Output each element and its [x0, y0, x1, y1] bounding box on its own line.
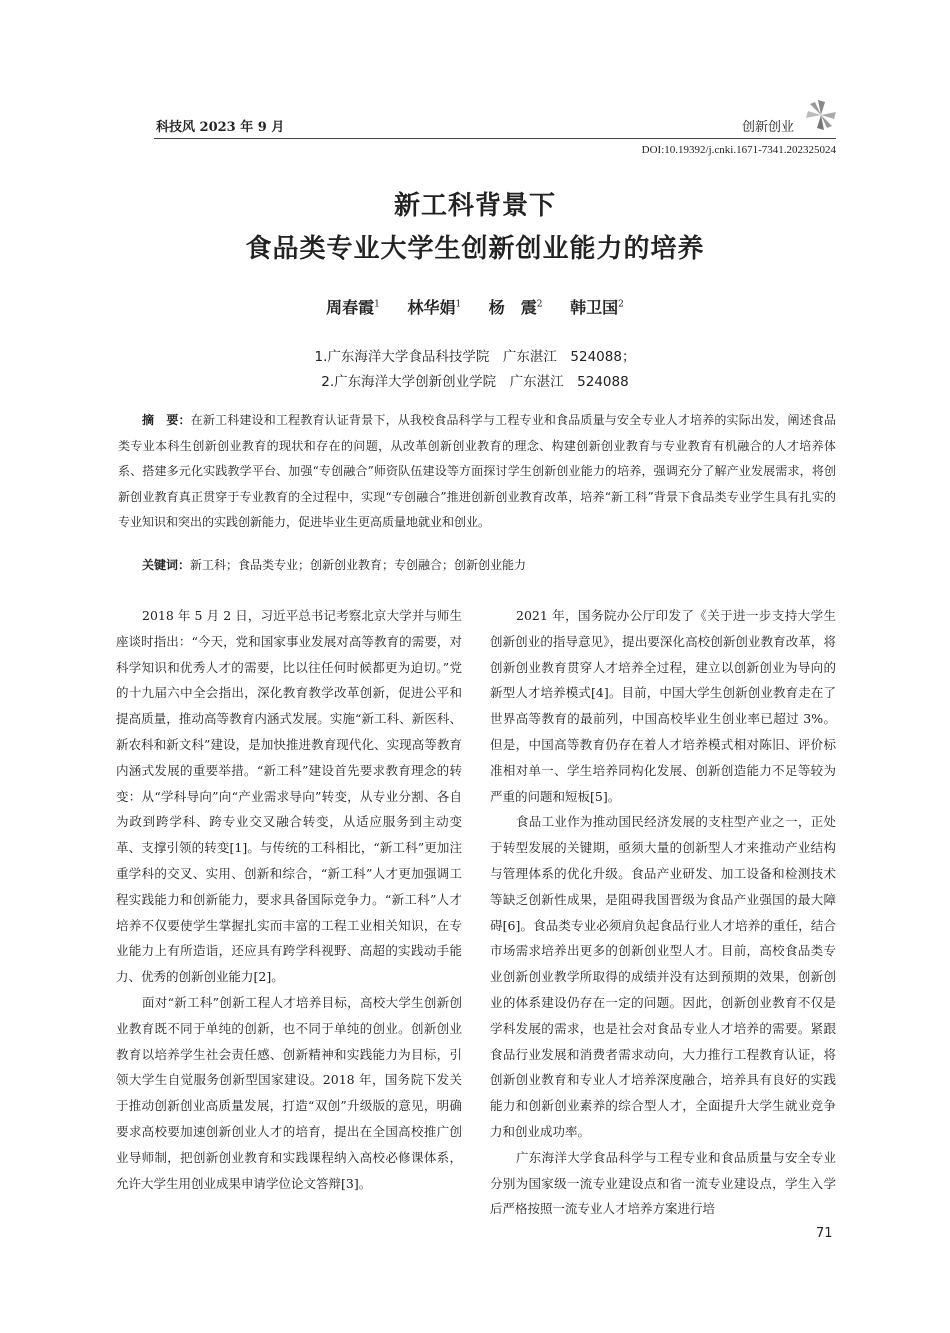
doi: DOI:10.19392/j.cnki.1671-7341.202325024: [641, 144, 836, 156]
title-line-2: 食品类专业大学生创新创业能力的培养: [245, 234, 705, 264]
keywords-text: 新工科；食品类专业；创新创业教育；专创融合；创新创业能力: [190, 558, 527, 572]
keywords-label: 关键词：: [142, 558, 191, 572]
abstract: [118, 408, 836, 536]
author-list: [0, 295, 950, 318]
title-line-1: 新工科背景下: [393, 191, 556, 221]
abstract-label: 摘 要：: [142, 413, 191, 427]
paragraph: 食品工业作为推动国民经济发展的支柱型产业之一，正处于转型发展的关键期，亟须大量的创新型人才来推动产业结构与管理体系的优化升级。食品产业研发、加工设备和检测技术等缺乏创新性成果，是阻碍我国晋级为食品产业强国的最大障碍[6]。食品类专业必须肩负起食品行业人才培养的重任，结合市场需求培养出更多的创新创业型人才。目前，高校食品类专业创新创业教学所取得的成绩并没有达到预期的效果，创新创业的体系建设仍存在一定的问题。因此，创新创业教育不仅是学科发展的需求，也是社会对食品专业人才培养的需要。紧跟食品行业发展和消费者需求动向，大力推行工程教育认证，将创新创业教育和专业人才培养深度融合，培养具有良好的实践能力和创新创业素养的综合型人才，全面提升大学生就业竞争力和创业成功率。: [490, 814, 836, 1139]
paragraph: 广东海洋大学食品科学与工程专业和食品质量与安全专业分别为国家级一流专业建设点和省一流专业建设点，学生入学后严格按照一流专业人才培养方案进行培: [490, 1149, 836, 1217]
paragraph: 2021 年，国务院办公厅印发了《关于进一步支持大学生创新创业的指导意见》，提出要深化高校创新创业教育改革，将创新创业教育贯穿人才培养全过程，建立以创新创业为导向的新型人才培养模式[4]。目前，中国大学生创新创业教育走在了世界高等教育的最前列，中国高校毕业生创业率已超过 3%。但是，中国高等教育仍存在着人才培养模式相对陈旧、评价标准相对单一、学生培养同构化发展、创新创造能力不足等较为严重的问题和短板[5]。: [490, 608, 836, 804]
author: 林华娟$^1$: [407, 298, 462, 317]
affiliation-2: 2.广东海洋大学创新创业学院 广东湛江 524088: [321, 374, 629, 390]
body-column-right: [490, 603, 836, 1222]
keywords: [142, 556, 526, 573]
affiliation-1: 1.广东海洋大学食品科技学院 广东湛江 524088；: [314, 349, 636, 365]
section-label: 创新创业: [742, 120, 795, 135]
abstract-text: 在新工科建设和工程教育认证背景下，从我校食品科学与工程专业和食品质量与安全专业人才培养的实际出发，阐述食品类专业本科生创新创业教育的现状和存在的问题，从改革创新创业教育的理念、构建创新创业教育与专业教育有机融合的人才培养体系、搭建多元化实践教学平台、加强“专创融合”师资队伍建设等方面探讨学生创新创业能力的培养，强调充分了解产业发展需求，将创新创业教育真正贯穿于专业教育的全过程中，实现“专创融合”推进创新创业教育改革，培养“新工科”背景下食品类专业学生具有扎实的专业知识和突出的实践创新能力，促进毕业生更高质量地就业和创业。: [118, 413, 836, 529]
page-number: 71: [816, 1226, 833, 1241]
paragraph: 面对“新工科”创新工程人才培养目标，高校大学生创新创业教育既不同于单纯的创新，也不同于单纯的创业。创新创业教育以培养学生社会责任感、创新精神和实践能力为目标，引领大学生自觉服务创新型国家建设。2018 年，国务院下发关于推动创新创业高质量发展，打造“双创”升级版的意见，明确要求高校要加速创新创业人才的培育，提出在全国高校推广创业导师制，把创新创业教育和实践课程纳入高校必修课体系，允许大学生用创业成果申请学位论文答辩[3]。: [116, 994, 462, 1191]
author: 韩卫国$^2$: [570, 298, 624, 317]
author: 杨 震$^2$: [488, 298, 543, 317]
paragraph: 2018 年 5 月 2 日，习近平总书记考察北京大学并与师生座谈时指出：“今天，党和国家事业发展对高等教育的需要，对科学知识和优秀人才的需要，比以往任何时候都更为迫切。”党的十九届六中全会指出，深化教育教学改革创新，促进公平和提高质量，推动高等教育内涵式发展。实施“新工科、新医科、新农科和新文科”建设，是加快推进教育现代化、实现高等教育内涵式发展的重要举措。“新工科”建设首先要求教育理念的转变：从“学科导向”向“产业需求导向”转变，从专业分割、各自为政到跨学科、跨专业交叉融合转变，从适应服务到主动变革、支撑引领的转变[1]。与传统的工科相比，“新工科”更加注重学科的交叉、实用、创新和综合，“新工科”人才更加强调工程实践能力和创新能力，要求具备国际竞争力。“新工科”人才培养不仅要使学生掌握扎实而丰富的工程工业相关知识，在专业能力上有所造诣，还应具有跨学科视野、高超的实践动手能力、优秀的创新创业能力[2]。: [116, 608, 462, 985]
pinwheel-logo-icon: [804, 98, 838, 132]
author: 周春霞$^1$: [326, 298, 380, 317]
body-column-left: [116, 603, 462, 1196]
journal-issue: 科技风 2023 年 9 月: [156, 120, 285, 135]
header-rule: [154, 138, 836, 139]
